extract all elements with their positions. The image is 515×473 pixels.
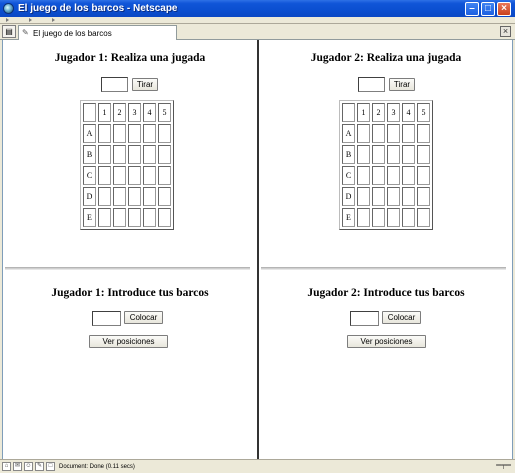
board-cell[interactable] [128, 166, 141, 185]
new-tab-icon[interactable]: ▤ [2, 25, 16, 38]
board-row [83, 124, 171, 143]
row-header-cell: C [83, 166, 96, 185]
row-header-cell: E [342, 208, 355, 227]
board-row [83, 145, 171, 164]
row-header-cell: B [83, 145, 96, 164]
board-cell[interactable] [158, 166, 171, 185]
board-cell[interactable] [143, 124, 156, 143]
board-row [83, 187, 171, 206]
board-cell[interactable] [98, 124, 111, 143]
board-cell[interactable] [143, 187, 156, 206]
column-header-cell: 3 [387, 103, 400, 122]
board-cell[interactable] [128, 145, 141, 164]
page-status-icon[interactable]: □ [46, 462, 55, 471]
board-cell[interactable] [357, 124, 370, 143]
toolbar-grip-icon[interactable] [52, 18, 55, 22]
page-content [2, 40, 513, 459]
board-cell[interactable] [387, 124, 400, 143]
board-cell[interactable] [158, 187, 171, 206]
player2-view-positions-button[interactable]: Ver posiciones [347, 335, 426, 348]
board-cell[interactable] [402, 145, 415, 164]
row-header-cell: B [342, 145, 355, 164]
player1-view-positions-button[interactable]: Ver posiciones [89, 335, 168, 348]
board-cell[interactable] [372, 187, 385, 206]
board-corner-cell [342, 103, 355, 122]
row-header-cell: A [83, 124, 96, 143]
board-row [342, 166, 430, 185]
person-status-icon[interactable]: ☺ [25, 463, 32, 469]
board-cell[interactable] [357, 166, 370, 185]
tab-el-juego[interactable] [18, 25, 177, 40]
player2-shot-board [339, 100, 433, 230]
status-bar [0, 459, 515, 473]
player1-place-button[interactable]: Colocar [124, 311, 163, 324]
window-title: El juego de los barcos - Netscape [18, 3, 178, 14]
page-icon: ✎ [22, 28, 29, 37]
tab-bar [0, 24, 515, 40]
toolbar-strip [0, 17, 515, 24]
board-cell[interactable] [158, 208, 171, 227]
board-cell[interactable] [417, 187, 430, 206]
player2-shoot-button[interactable]: Tirar [389, 78, 415, 91]
board-cell[interactable] [143, 208, 156, 227]
board-header-row [342, 103, 430, 122]
minimize-button[interactable]: – [465, 2, 479, 16]
column-header-cell: 3 [128, 103, 141, 122]
toolbar-grip-icon[interactable] [6, 18, 9, 22]
board-row [342, 145, 430, 164]
board-cell[interactable] [98, 208, 111, 227]
board-cell[interactable] [113, 166, 126, 185]
close-tab-button[interactable]: × [500, 26, 511, 37]
column-header-cell: 4 [143, 103, 156, 122]
player2-play-heading: Jugador 2: Realiza una jugada [310, 52, 462, 64]
player1-ships-heading: Jugador 1: Introduce tus barcos [51, 287, 209, 299]
board-cell[interactable] [143, 166, 156, 185]
board-cell[interactable] [372, 166, 385, 185]
board-cell[interactable] [387, 166, 400, 185]
column-header-cell: 2 [372, 103, 385, 122]
board-cell[interactable] [387, 187, 400, 206]
player2-place-input[interactable] [350, 311, 379, 326]
player1-shot-board [80, 100, 174, 230]
board-row [83, 166, 171, 185]
close-window-button[interactable]: × [497, 2, 511, 16]
board-cell[interactable] [98, 145, 111, 164]
board-cell[interactable] [402, 124, 415, 143]
player2-ships-heading: Jugador 2: Introduce tus barcos [307, 287, 465, 299]
board-cell[interactable] [417, 124, 430, 143]
column-header-cell: 2 [113, 103, 126, 122]
board-cell[interactable] [402, 187, 415, 206]
board-cell[interactable] [372, 145, 385, 164]
horizontal-rule [5, 267, 250, 270]
player2-shot-input[interactable] [358, 77, 385, 92]
column-header-cell: 1 [357, 103, 370, 122]
board-cell[interactable] [128, 187, 141, 206]
mail-status-icon[interactable]: ✉ [14, 463, 21, 469]
column-header-cell: 5 [417, 103, 430, 122]
board-corner-cell [83, 103, 96, 122]
edit-status-icon[interactable]: ✎ [36, 463, 43, 469]
netscape-icon [3, 3, 14, 14]
tab-label: El juego de los barcos [33, 28, 112, 38]
home-status-icon[interactable]: ⌂ [2, 462, 11, 471]
player1-play-heading: Jugador 1: Realiza una jugada [54, 52, 206, 64]
board-cell[interactable] [113, 187, 126, 206]
board-cell[interactable] [128, 124, 141, 143]
board-cell[interactable] [143, 145, 156, 164]
board-cell[interactable] [158, 145, 171, 164]
board-cell[interactable] [357, 208, 370, 227]
row-header-cell: C [342, 166, 355, 185]
status-text: Document: Done (0.11 secs) [59, 463, 135, 470]
row-header-cell: D [342, 187, 355, 206]
board-cell[interactable] [372, 208, 385, 227]
player2-place-button[interactable]: Colocar [382, 311, 421, 324]
board-row [342, 208, 430, 227]
row-header-cell: A [342, 124, 355, 143]
horizontal-rule [261, 267, 506, 270]
board-cell[interactable] [402, 166, 415, 185]
board-cell[interactable] [357, 187, 370, 206]
board-cell[interactable] [128, 208, 141, 227]
board-row [83, 208, 171, 227]
board-cell[interactable] [387, 145, 400, 164]
board-cell[interactable] [98, 166, 111, 185]
board-cell[interactable] [113, 208, 126, 227]
board-cell[interactable] [417, 208, 430, 227]
board-cell[interactable] [417, 166, 430, 185]
toolbar-grip-icon[interactable] [29, 18, 32, 22]
board-cell[interactable] [113, 124, 126, 143]
board-cell[interactable] [387, 208, 400, 227]
board-cell[interactable] [357, 145, 370, 164]
player1-frame [3, 40, 257, 459]
player1-place-input[interactable] [92, 311, 121, 326]
board-cell[interactable] [372, 124, 385, 143]
row-header-cell: E [83, 208, 96, 227]
row-header-cell: D [83, 187, 96, 206]
board-row [342, 187, 430, 206]
board-cell[interactable] [417, 145, 430, 164]
connection-icon: ═╤═ [496, 462, 511, 469]
player1-shoot-button[interactable]: Tirar [132, 78, 158, 91]
board-header-row [83, 103, 171, 122]
column-header-cell: 1 [98, 103, 111, 122]
maximize-button[interactable]: □ [481, 2, 495, 16]
player1-shot-input[interactable] [101, 77, 128, 92]
column-header-cell: 5 [158, 103, 171, 122]
board-row [342, 124, 430, 143]
title-bar [0, 0, 515, 17]
board-cell[interactable] [402, 208, 415, 227]
player2-frame [259, 40, 513, 459]
board-cell[interactable] [158, 124, 171, 143]
board-cell[interactable] [113, 145, 126, 164]
board-cell[interactable] [98, 187, 111, 206]
column-header-cell: 4 [402, 103, 415, 122]
